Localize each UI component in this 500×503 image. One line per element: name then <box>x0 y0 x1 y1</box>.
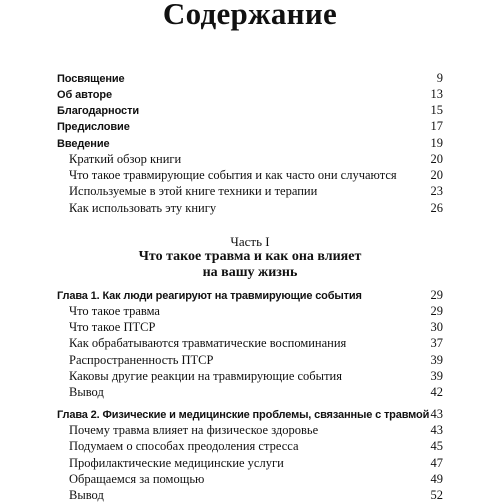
toc-subentry[interactable] <box>57 200 443 216</box>
page-title: Содержание <box>162 0 338 31</box>
toc-entry-label: Подумаем о способах преодоления стресса <box>69 439 299 453</box>
toc-subentry[interactable] <box>57 422 443 438</box>
toc-subentry[interactable] <box>57 471 443 487</box>
toc-entry-label: Введение <box>57 138 110 150</box>
toc-entry-page: 37 <box>430 336 443 350</box>
toc-entry-label: Предисловие <box>57 121 130 133</box>
toc-entry-page: 19 <box>430 136 443 150</box>
toc-subentry[interactable] <box>57 183 443 199</box>
toc-entry-page: 42 <box>430 385 443 399</box>
toc-subentry[interactable] <box>57 352 443 368</box>
toc-entry-page: 39 <box>430 353 443 367</box>
toc-entry-introduction[interactable] <box>57 135 443 151</box>
toc-entry-label: Что такое травма <box>69 304 160 318</box>
toc-entry-page: 20 <box>430 168 443 182</box>
toc-entry-page: 29 <box>430 304 443 318</box>
toc-entry-page: 47 <box>430 456 443 470</box>
toc-subentry[interactable] <box>57 368 443 384</box>
toc-entry-page: 45 <box>430 439 443 453</box>
toc-chapter-label: Глава 2. Физические и медицинские проблемы, связанные с травмой <box>57 409 430 421</box>
toc-entry-label: Используемые в этой книге техники и терапии <box>69 184 318 198</box>
toc-chapter-1[interactable] <box>57 287 443 303</box>
part-title-line: Что такое травма и как она влияет <box>138 249 362 264</box>
toc-entry-label: Посвящение <box>57 73 125 85</box>
toc-entry-page: 52 <box>430 488 443 502</box>
toc-entry-label: Что такое ПТСР <box>69 320 156 334</box>
toc-subentry[interactable] <box>57 167 443 183</box>
toc-entry-page: 9 <box>436 71 443 85</box>
toc-subentry[interactable] <box>57 335 443 351</box>
part-title <box>0 249 500 281</box>
toc-subentry[interactable] <box>57 151 443 167</box>
toc-entry-label: Что такое травмирующие события и как часто они случаются <box>69 168 397 182</box>
toc-entry-acknowledgements[interactable] <box>57 102 443 118</box>
toc-entry-label: Профилактические медицинские услуги <box>69 456 284 470</box>
toc-entry-label: Каковы другие реакции на травмирующие события <box>69 369 342 383</box>
toc-entry-page: 20 <box>430 152 443 166</box>
toc-entry-label: Распространенность ПТСР <box>69 353 214 367</box>
toc-entry-label: Как обрабатываются травматические воспоминания <box>69 336 347 350</box>
toc-entry-page: 39 <box>430 369 443 383</box>
toc-entry-about-author[interactable] <box>57 86 443 102</box>
toc-entry-label: Вывод <box>69 385 104 399</box>
toc-subentry[interactable] <box>57 303 443 319</box>
toc-subentry[interactable] <box>57 487 443 503</box>
toc-entry-label: Как использовать эту книгу <box>69 201 217 215</box>
toc-entry-label: Краткий обзор книги <box>69 152 182 166</box>
toc-entry-page: 29 <box>430 288 443 302</box>
toc-entry-label: Об авторе <box>57 89 113 101</box>
toc-entry-page: 30 <box>430 320 443 334</box>
toc-entry-label: Вывод <box>69 488 104 502</box>
toc-entry-label: Благодарности <box>57 105 140 117</box>
toc-entry-page: 17 <box>430 119 443 133</box>
toc-subentry[interactable] <box>57 455 443 471</box>
toc-entry-page: 13 <box>430 87 443 101</box>
toc-entry-page: 43 <box>430 423 443 437</box>
toc-entry-label: Почему травма влияет на физическое здоровье <box>69 423 319 437</box>
toc-chapter-label: Глава 1. Как люди реагируют на травмирующие события <box>57 290 362 302</box>
toc-entry-page: 49 <box>430 472 443 486</box>
toc-subentry[interactable] <box>57 319 443 335</box>
toc-entry-preface[interactable] <box>57 118 443 134</box>
part-number: Часть I <box>230 234 270 249</box>
toc-subentry[interactable] <box>57 384 443 400</box>
toc-subentry[interactable] <box>57 438 443 454</box>
toc-entry-dedication[interactable] <box>57 70 443 86</box>
toc-entry-page: 23 <box>430 184 443 198</box>
toc-entry-label: Обращаемся за помощью <box>69 472 205 486</box>
toc-entry-page: 15 <box>430 103 443 117</box>
toc-entry-page: 26 <box>430 201 443 215</box>
toc-chapter-2[interactable] <box>57 406 443 422</box>
part-title-line: на вашу жизнь <box>202 265 298 280</box>
toc-entry-page: 43 <box>430 407 443 421</box>
